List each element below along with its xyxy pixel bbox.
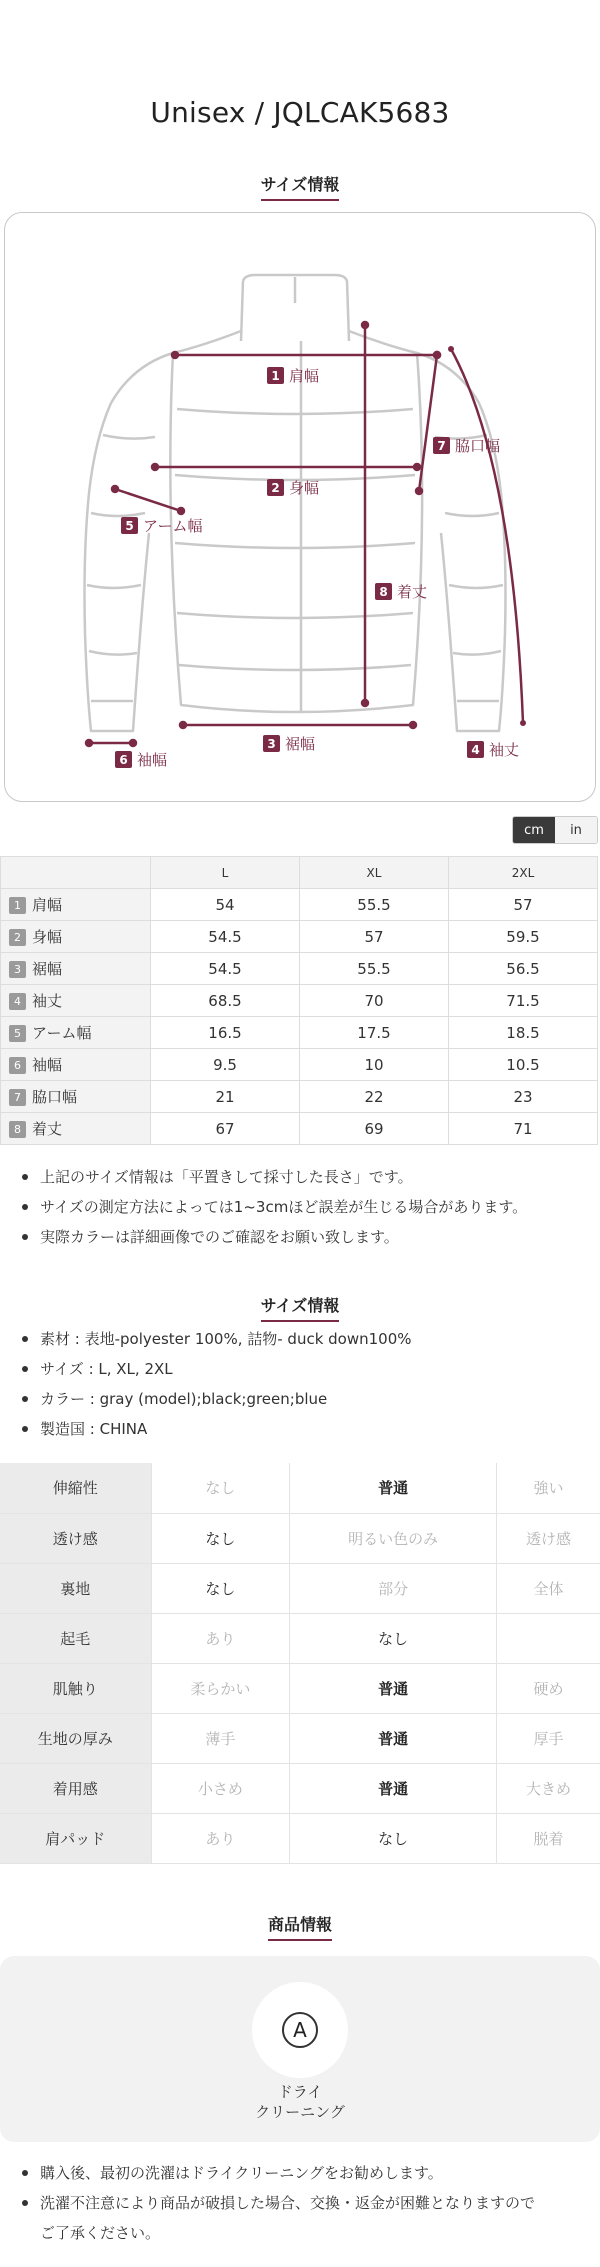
- feel-option: あり: [151, 1813, 290, 1863]
- care-notes-list: [20, 2158, 590, 2248]
- feel-option: 厚手: [497, 1713, 600, 1763]
- list-item: 素材 : 表地-polyester 100%, 詰物- duck down100%: [20, 1324, 590, 1354]
- table-row: [1, 1017, 598, 1049]
- table-row: [1, 1113, 598, 1145]
- feel-option: なし: [151, 1463, 290, 1513]
- size-value-cell: 18.5: [449, 1017, 598, 1049]
- label-hem-width: 3 裾幅: [263, 733, 315, 754]
- table-row: [0, 1563, 600, 1613]
- feel-option: 明るい色のみ: [290, 1513, 497, 1563]
- size-column-header: XL: [300, 857, 449, 889]
- dry-clean-icon: A: [282, 2012, 318, 2048]
- row-number-badge: 2: [9, 929, 26, 946]
- feel-option-selected: 普通: [290, 1663, 497, 1713]
- list-item: 購入後、最初の洗濯はドライクリーニングをお勧めします。: [20, 2158, 590, 2188]
- size-value-cell: 71: [449, 1113, 598, 1145]
- product-info-heading: 商品情報: [0, 1912, 600, 1941]
- table-row: [0, 1813, 600, 1863]
- size-row-label: [1, 985, 151, 1017]
- feel-attribute-label: 肩パッド: [0, 1813, 151, 1863]
- table-row: [1, 1049, 598, 1081]
- feel-option-selected: 普通: [290, 1463, 497, 1513]
- product-title: Unisex / JQLCAK5683: [150, 96, 450, 129]
- feel-attribute-label: 起毛: [0, 1613, 151, 1663]
- label-shoulder-width: 1 肩幅: [267, 365, 319, 386]
- size-value-cell: 55.5: [300, 889, 449, 921]
- table-row: [0, 1513, 600, 1563]
- feel-option: 柔らかい: [151, 1663, 290, 1713]
- material-list: [20, 1324, 590, 1444]
- table-row: [0, 1663, 600, 1713]
- feel-option: 大きめ: [497, 1763, 600, 1813]
- row-number-badge: 8: [9, 1121, 26, 1138]
- size-row-label: [1, 953, 151, 985]
- care-instructions-box: [0, 1956, 600, 2142]
- feel-attribute-label: 伸縮性: [0, 1463, 151, 1513]
- feel-option-selected: なし: [290, 1813, 497, 1863]
- size-row-label: [1, 1113, 151, 1145]
- size-row-label: [1, 1081, 151, 1113]
- row-label-text: 肩幅: [32, 896, 63, 914]
- table-row: [1, 1081, 598, 1113]
- table-row: [1, 953, 598, 985]
- size-value-cell: 70: [300, 985, 449, 1017]
- unit-cm-button[interactable]: cm: [513, 817, 555, 843]
- size-value-cell: 22: [300, 1081, 449, 1113]
- label-chest-width: 2 身幅: [267, 477, 319, 498]
- feel-option-selected: 普通: [290, 1713, 497, 1763]
- measurement-diagram: [4, 212, 596, 802]
- feel-option: 透け感: [497, 1513, 600, 1563]
- size-column-header: L: [151, 857, 300, 889]
- feel-attribute-label: 肌触り: [0, 1663, 151, 1713]
- row-number-badge: 4: [9, 993, 26, 1010]
- table-row: [0, 1713, 600, 1763]
- unit-toggle[interactable]: [512, 816, 598, 844]
- table-row: [0, 1613, 600, 1663]
- feel-attribute-label: 透け感: [0, 1513, 151, 1563]
- row-label-text: 着丈: [32, 1120, 63, 1138]
- row-label-text: 裾幅: [32, 960, 63, 978]
- table-row: [1, 985, 598, 1017]
- feel-option: 部分: [290, 1563, 497, 1613]
- feel-option-selected: なし: [151, 1513, 290, 1563]
- label-total-length: 8 着丈: [375, 581, 427, 602]
- feel-option: [497, 1613, 600, 1663]
- label-sleeve-length: 4 袖丈: [467, 739, 519, 760]
- list-item: 製造国 : CHINA: [20, 1414, 590, 1444]
- list-item: 上記のサイズ情報は「平置きして採寸した長さ」です。: [20, 1162, 590, 1192]
- feel-option: 硬め: [497, 1663, 600, 1713]
- size-value-cell: 23: [449, 1081, 598, 1113]
- fabric-feel-table: [0, 1463, 600, 1864]
- size-value-cell: 67: [151, 1113, 300, 1145]
- size-value-cell: 10: [300, 1049, 449, 1081]
- size-row-label: [1, 1049, 151, 1081]
- row-label-text: アーム幅: [32, 1024, 92, 1042]
- size-notes-list: [20, 1162, 590, 1252]
- unit-in-button[interactable]: in: [555, 817, 597, 843]
- label-arm-width: 5 アーム幅: [121, 515, 203, 536]
- list-item: 洗濯不注意により商品が破損した場合、交換・返金が困難となりますので: [20, 2188, 590, 2218]
- size-value-cell: 57: [300, 921, 449, 953]
- list-item: カラー : gray (model);black;green;blue: [20, 1384, 590, 1414]
- row-label-text: 袖丈: [32, 992, 63, 1010]
- size-value-cell: 9.5: [151, 1049, 300, 1081]
- feel-option: 脱着: [497, 1813, 600, 1863]
- size-value-cell: 54.5: [151, 921, 300, 953]
- size-column-header: 2XL: [449, 857, 598, 889]
- table-row: [0, 1463, 600, 1513]
- size-info-heading: サイズ情報: [0, 172, 600, 201]
- size-table: [0, 856, 598, 1145]
- size-value-cell: 55.5: [300, 953, 449, 985]
- size-row-label: [1, 1017, 151, 1049]
- size-value-cell: 21: [151, 1081, 300, 1113]
- size-value-cell: 10.5: [449, 1049, 598, 1081]
- list-item: 実際カラーは詳細画像でのご確認をお願い致します。: [20, 1222, 590, 1252]
- size-value-cell: 69: [300, 1113, 449, 1145]
- feel-option: 強い: [497, 1463, 600, 1513]
- size-value-cell: 17.5: [300, 1017, 449, 1049]
- size-value-cell: 57: [449, 889, 598, 921]
- size-table-corner: [1, 857, 151, 889]
- feel-option: あり: [151, 1613, 290, 1663]
- feel-option-selected: なし: [151, 1563, 290, 1613]
- feel-attribute-label: 着用感: [0, 1763, 151, 1813]
- label-cuff-width: 6 袖幅: [115, 749, 167, 770]
- size-value-cell: 54.5: [151, 953, 300, 985]
- row-number-badge: 6: [9, 1057, 26, 1074]
- size-value-cell: 16.5: [151, 1017, 300, 1049]
- feel-attribute-label: 生地の厚み: [0, 1713, 151, 1763]
- feel-option-selected: なし: [290, 1613, 497, 1663]
- label-armhole-width: 7 脇口幅: [433, 435, 500, 456]
- size-row-label: [1, 889, 151, 921]
- size-value-cell: 59.5: [449, 921, 598, 953]
- feel-option: 小さめ: [151, 1763, 290, 1813]
- size-value-cell: 56.5: [449, 953, 598, 985]
- feel-option-selected: 普通: [290, 1763, 497, 1813]
- table-row: [1, 889, 598, 921]
- list-item: サイズ : L, XL, 2XL: [20, 1354, 590, 1384]
- feel-attribute-label: 裏地: [0, 1563, 151, 1613]
- size-row-label: [1, 921, 151, 953]
- row-number-badge: 1: [9, 897, 26, 914]
- row-number-badge: 3: [9, 961, 26, 978]
- row-label-text: 脇口幅: [32, 1088, 78, 1106]
- list-item-continuation: ご了承ください。: [40, 2224, 161, 2242]
- size-value-cell: 68.5: [151, 985, 300, 1017]
- feel-option: 全体: [497, 1563, 600, 1613]
- row-number-badge: 7: [9, 1089, 26, 1106]
- row-number-badge: 5: [9, 1025, 26, 1042]
- care-symbol-circle: [252, 1982, 348, 2078]
- row-label-text: 身幅: [32, 928, 63, 946]
- care-label: ドライ クリーニング: [255, 2083, 345, 2121]
- jacket-illustration: [5, 213, 597, 803]
- row-label-text: 袖幅: [32, 1056, 63, 1074]
- table-row: [0, 1763, 600, 1813]
- feel-option: 薄手: [151, 1713, 290, 1763]
- list-item: サイズの測定方法によっては1~3cmほど誤差が生じる場合があります。: [20, 1192, 590, 1222]
- table-row: [1, 921, 598, 953]
- size-value-cell: 54: [151, 889, 300, 921]
- material-info-heading: サイズ情報: [0, 1293, 600, 1322]
- size-value-cell: 71.5: [449, 985, 598, 1017]
